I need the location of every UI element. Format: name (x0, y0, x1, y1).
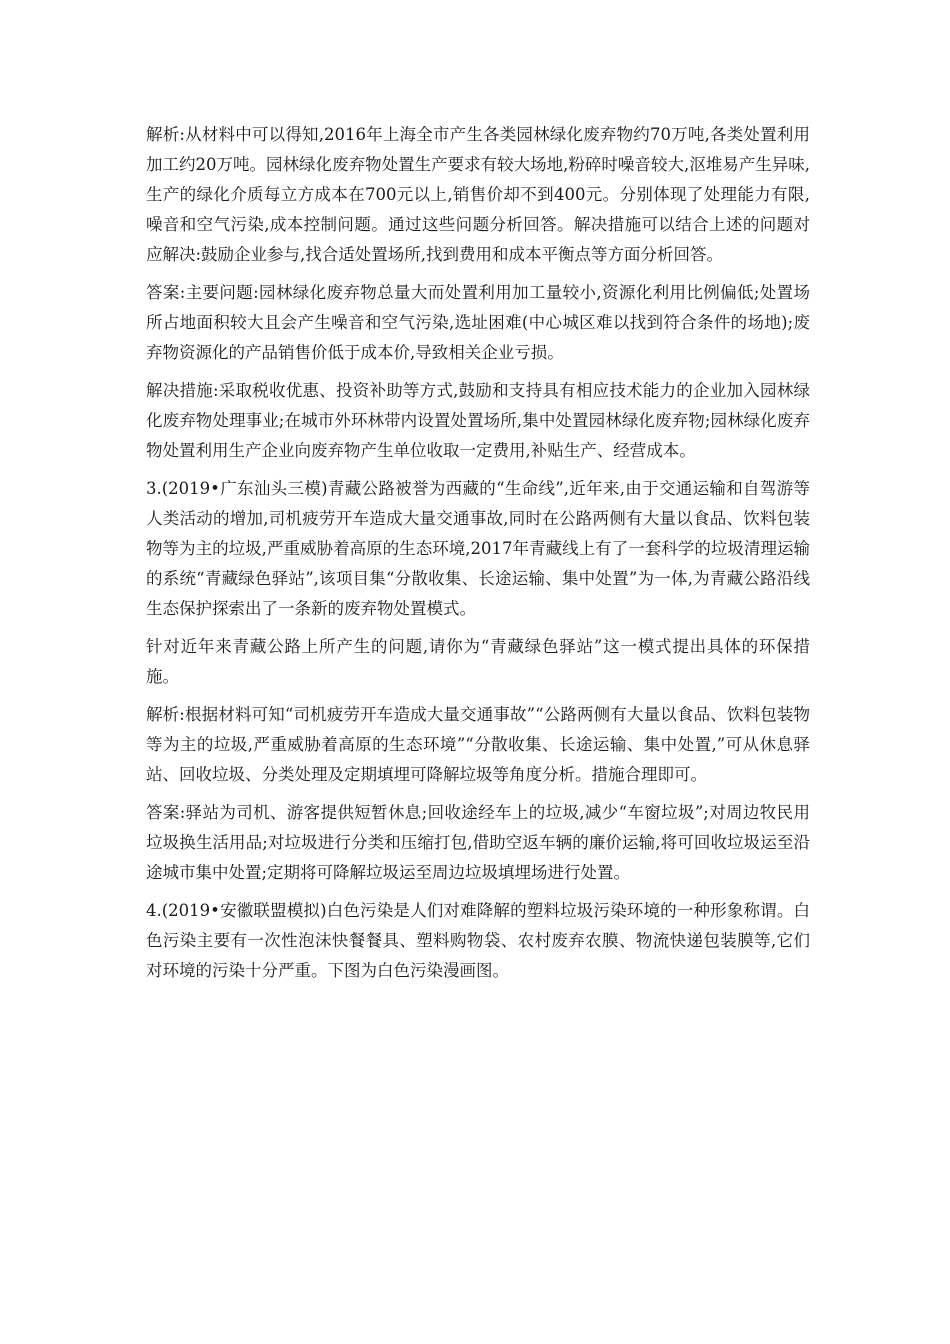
document-body (146, 120, 810, 994)
solution-paragraph-q2: 解决措施:采取税收优惠、投资补助等方式,鼓励和支持具有相应技术能力的企业加入园林绿化废弃物处理事业;在城市外环林带内设置处置场所,集中处置园林绿化废弃物;园林绿化废弃物处置利用生产企业向废弃物产生单位收取一定费用,补贴生产、经营成本。 (146, 381, 810, 460)
analysis-paragraph-q2: 解析:从材料中可以得知,2016年上海全市产生各类园林绿化废弃物约70万吨,各类处置利用加工约20万吨。园林绿化废弃物处置生产要求有较大场地,粉碎时噪音较大,沤堆易产生异味,生产的绿化介质每立方成本在700元以上,销售价却不到400元。分别体现了处理能力有限,噪音和空气污染,成本控制问题。通过这些问题分析回答。解决措施可以结合上述的问题对应解决:鼓励企业参与,找合适处置场所,找到费用和成本平衡点等方面分析回答。 (146, 125, 810, 264)
answer-paragraph-q3: 答案:驿站为司机、游客提供短暂休息;回收途经车上的垃圾,减少“车窗垃圾”;对周边牧民用垃圾换生活用品;对垃圾进行分类和压缩打包,借助空返车辆的廉价运输,将可回收垃圾运至沿途城市集中处置;定期将可降解垃圾运至周边垃圾填埋场进行处置。 (146, 803, 810, 882)
question-3-prompt: 针对近年来青藏公路上所产生的问题,请你为“青藏绿色驿站”这一模式提出具体的环保措施。 (146, 637, 810, 686)
question-4-material: 4.(2019•安徽联盟模拟)白色污染是人们对难降解的塑料垃圾污染环境的一种形象称谓。白色污染主要有一次性泡沫快餐餐具、塑料购物袋、农村废弃农膜、物流快递包装膜等,它们对环境的污染十分严重。下图为白色污染漫画图。 (146, 901, 810, 980)
answer-paragraph-q2: 答案:主要问题:园林绿化废弃物总量大而处置利用加工量较小,资源化利用比例偏低;处置场所占地面积较大且会产生噪音和空气污染,选址困难(中心城区难以找到符合条件的场地);废弃物资源化的产品销售价低于成本价,导致相关企业亏损。 (146, 283, 810, 362)
question-3-material: 3.(2019•广东汕头三模)青藏公路被誉为西藏的“生命线”,近年来,由于交通运输和自驾游等人类活动的增加,司机疲劳开车造成大量交通事故,同时在公路两侧有大量以食品、饮料包装物等为主的垃圾,严重威胁着高原的生态环境,2017年青藏线上有了一套科学的垃圾清理运输的系统“青藏绿色驿站”,该项目集“分散收集、长途运输、集中处置”为一体,为青藏公路沿线生态保护探索出了一条新的废弃物处置模式。 (146, 479, 810, 618)
analysis-paragraph-q3: 解析:根据材料可知“司机疲劳开车造成大量交通事故”“公路两侧有大量以食品、饮料包装物等为主的垃圾,严重威胁着高原的生态环境”“分散收集、长途运输、集中处置,”可从休息驿站、回收垃圾、分类处理及定期填埋可降解垃圾等角度分析。措施合理即可。 (146, 705, 810, 784)
